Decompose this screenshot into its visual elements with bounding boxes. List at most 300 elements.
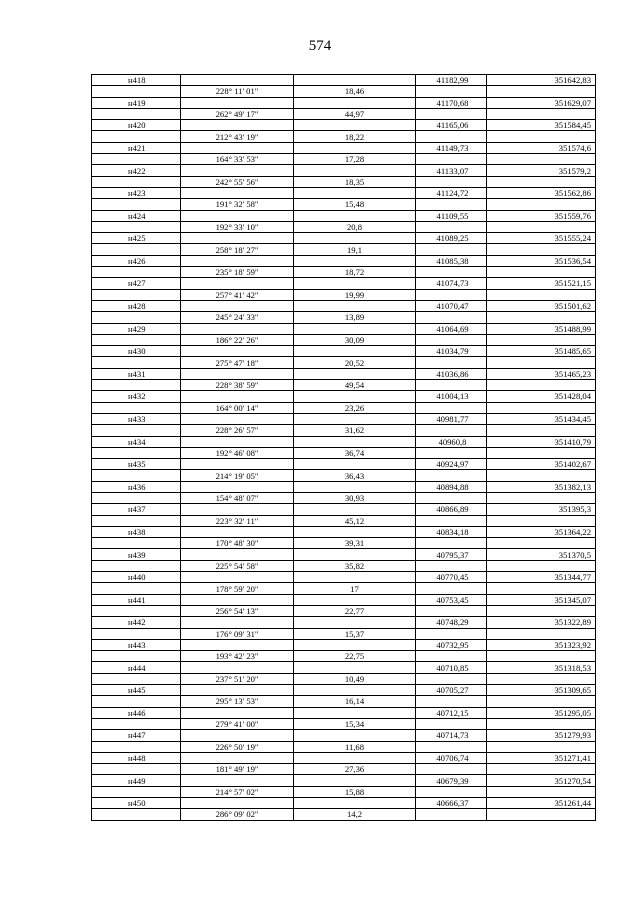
direction-angle: 186° 22' 26" <box>181 334 294 345</box>
empty-cell <box>294 165 416 176</box>
empty-cell <box>181 707 294 718</box>
point-row <box>92 707 596 718</box>
direction-angle: 275° 47' 18" <box>181 357 294 368</box>
empty-cell <box>487 131 596 142</box>
empty-cell <box>92 538 181 549</box>
empty-cell <box>92 560 181 571</box>
empty-cell <box>416 244 487 255</box>
empty-cell <box>416 492 487 503</box>
direction-angle: 295° 13' 53" <box>181 696 294 707</box>
empty-cell <box>92 492 181 503</box>
empty-cell <box>416 221 487 232</box>
coord-x: 40712,15 <box>416 707 487 718</box>
coord-x: 41070,47 <box>416 300 487 311</box>
coord-x: 40666,37 <box>416 798 487 809</box>
point-name: н450 <box>92 798 181 809</box>
direction-angle: 178° 59' 20" <box>181 583 294 594</box>
empty-cell <box>181 730 294 741</box>
segment-length: 20,8 <box>294 221 416 232</box>
coord-y: 351322,89 <box>487 617 596 628</box>
point-name: н449 <box>92 775 181 786</box>
empty-cell <box>487 809 596 820</box>
coord-x: 40770,45 <box>416 572 487 583</box>
coordinates-table-body <box>92 75 596 821</box>
coord-x: 41034,79 <box>416 346 487 357</box>
empty-cell <box>416 289 487 300</box>
coord-y: 351279,93 <box>487 730 596 741</box>
empty-cell <box>416 425 487 436</box>
coord-x: 41133,07 <box>416 165 487 176</box>
empty-cell <box>181 346 294 357</box>
empty-cell <box>92 741 181 752</box>
point-name: н420 <box>92 120 181 131</box>
segment-row <box>92 538 596 549</box>
segment-length: 22,75 <box>294 651 416 662</box>
direction-angle: 245° 24' 33" <box>181 312 294 323</box>
coord-x: 40732,95 <box>416 639 487 650</box>
segment-length: 15,37 <box>294 628 416 639</box>
coord-y: 351344,77 <box>487 572 596 583</box>
empty-cell <box>92 651 181 662</box>
direction-angle: 170° 48' 30" <box>181 538 294 549</box>
coord-y: 351295,05 <box>487 707 596 718</box>
point-name: н423 <box>92 187 181 198</box>
segment-row <box>92 673 596 684</box>
coord-y: 351261,44 <box>487 798 596 809</box>
empty-cell <box>92 470 181 481</box>
segment-length: 15,48 <box>294 199 416 210</box>
point-name: н443 <box>92 639 181 650</box>
empty-cell <box>181 549 294 560</box>
empty-cell <box>487 199 596 210</box>
empty-cell <box>487 764 596 775</box>
segment-length: 30,93 <box>294 492 416 503</box>
empty-cell <box>416 786 487 797</box>
empty-cell <box>181 572 294 583</box>
empty-cell <box>294 391 416 402</box>
empty-cell <box>416 267 487 278</box>
empty-cell <box>92 696 181 707</box>
point-row <box>92 662 596 673</box>
empty-cell <box>294 187 416 198</box>
empty-cell <box>416 470 487 481</box>
coord-y: 351642,83 <box>487 75 596 86</box>
segment-length: 18,72 <box>294 267 416 278</box>
point-name: н445 <box>92 685 181 696</box>
empty-cell <box>487 86 596 97</box>
point-name: н422 <box>92 165 181 176</box>
coordinates-table <box>91 74 596 821</box>
point-name: н432 <box>92 391 181 402</box>
point-name: н424 <box>92 210 181 221</box>
segment-length: 39,31 <box>294 538 416 549</box>
empty-cell <box>92 583 181 594</box>
direction-angle: 164° 33' 53" <box>181 154 294 165</box>
point-name: н440 <box>92 572 181 583</box>
empty-cell <box>487 176 596 187</box>
segment-length: 11,68 <box>294 741 416 752</box>
empty-cell <box>181 323 294 334</box>
point-name: н448 <box>92 752 181 763</box>
empty-cell <box>294 481 416 492</box>
segment-length: 13,89 <box>294 312 416 323</box>
point-row <box>92 617 596 628</box>
empty-cell <box>487 267 596 278</box>
empty-cell <box>416 583 487 594</box>
point-name: н446 <box>92 707 181 718</box>
segment-length: 19,99 <box>294 289 416 300</box>
empty-cell <box>416 538 487 549</box>
segment-row <box>92 312 596 323</box>
direction-angle: 181° 49' 19" <box>181 764 294 775</box>
empty-cell <box>294 752 416 763</box>
empty-cell <box>181 75 294 86</box>
segment-row <box>92 176 596 187</box>
coord-y: 351465,23 <box>487 368 596 379</box>
empty-cell <box>294 459 416 470</box>
point-row <box>92 142 596 153</box>
segment-row <box>92 628 596 639</box>
empty-cell <box>92 380 181 391</box>
segment-row <box>92 86 596 97</box>
segment-length: 10,49 <box>294 673 416 684</box>
segment-length: 14,2 <box>294 809 416 820</box>
empty-cell <box>294 346 416 357</box>
empty-cell <box>92 402 181 413</box>
point-row <box>92 210 596 221</box>
empty-cell <box>487 289 596 300</box>
direction-angle: 242° 55' 56" <box>181 176 294 187</box>
empty-cell <box>181 187 294 198</box>
empty-cell <box>181 142 294 153</box>
empty-cell <box>294 707 416 718</box>
empty-cell <box>92 86 181 97</box>
direction-angle: 214° 19' 05" <box>181 470 294 481</box>
empty-cell <box>487 154 596 165</box>
point-name: н421 <box>92 142 181 153</box>
segment-row <box>92 425 596 436</box>
segment-row <box>92 108 596 119</box>
segment-length: 20,52 <box>294 357 416 368</box>
segment-length: 18,35 <box>294 176 416 187</box>
point-name: н434 <box>92 436 181 447</box>
empty-cell <box>181 685 294 696</box>
empty-cell <box>487 470 596 481</box>
point-row <box>92 775 596 786</box>
coord-y: 351370,5 <box>487 549 596 560</box>
segment-row <box>92 515 596 526</box>
segment-row <box>92 357 596 368</box>
coord-y: 351364,22 <box>487 526 596 537</box>
empty-cell <box>181 594 294 605</box>
empty-cell <box>181 165 294 176</box>
point-row <box>92 594 596 605</box>
empty-cell <box>92 199 181 210</box>
empty-cell <box>294 368 416 379</box>
point-row <box>92 97 596 108</box>
empty-cell <box>181 504 294 515</box>
point-row <box>92 255 596 266</box>
empty-cell <box>294 504 416 515</box>
empty-cell <box>92 221 181 232</box>
empty-cell <box>181 255 294 266</box>
point-name: н433 <box>92 413 181 424</box>
coord-y: 351488,99 <box>487 323 596 334</box>
empty-cell <box>181 617 294 628</box>
empty-cell <box>487 673 596 684</box>
coord-x: 40748,29 <box>416 617 487 628</box>
empty-cell <box>487 334 596 345</box>
empty-cell <box>92 312 181 323</box>
coord-y: 351485,65 <box>487 346 596 357</box>
point-name: н430 <box>92 346 181 357</box>
point-row <box>92 75 596 86</box>
empty-cell <box>416 764 487 775</box>
segment-length: 35,82 <box>294 560 416 571</box>
empty-cell <box>416 86 487 97</box>
empty-cell <box>487 651 596 662</box>
coord-x: 41064,69 <box>416 323 487 334</box>
point-row <box>92 459 596 470</box>
segment-row <box>92 447 596 458</box>
coord-x: 40981,77 <box>416 413 487 424</box>
direction-angle: 262° 49' 17" <box>181 108 294 119</box>
coord-x: 40679,39 <box>416 775 487 786</box>
coord-y: 351579,2 <box>487 165 596 176</box>
empty-cell <box>92 447 181 458</box>
point-row <box>92 165 596 176</box>
point-name: н444 <box>92 662 181 673</box>
empty-cell <box>487 583 596 594</box>
empty-cell <box>181 97 294 108</box>
empty-cell <box>416 334 487 345</box>
direction-angle: 228° 38' 59" <box>181 380 294 391</box>
point-row <box>92 549 596 560</box>
empty-cell <box>416 515 487 526</box>
point-row <box>92 685 596 696</box>
empty-cell <box>92 267 181 278</box>
segment-row <box>92 809 596 820</box>
direction-angle: 286° 09' 02" <box>181 809 294 820</box>
empty-cell <box>181 639 294 650</box>
empty-cell <box>416 154 487 165</box>
empty-cell <box>294 662 416 673</box>
coord-x: 40710,85 <box>416 662 487 673</box>
empty-cell <box>92 154 181 165</box>
empty-cell <box>416 809 487 820</box>
empty-cell <box>294 685 416 696</box>
segment-row <box>92 380 596 391</box>
point-row <box>92 300 596 311</box>
direction-angle: 192° 46' 08" <box>181 447 294 458</box>
direction-angle: 191° 32' 58" <box>181 199 294 210</box>
empty-cell <box>181 436 294 447</box>
point-name: н426 <box>92 255 181 266</box>
empty-cell <box>92 809 181 820</box>
empty-cell <box>416 696 487 707</box>
point-row <box>92 120 596 131</box>
coord-x: 41089,25 <box>416 233 487 244</box>
empty-cell <box>92 673 181 684</box>
coord-x: 40960,8 <box>416 436 487 447</box>
segment-row <box>92 786 596 797</box>
empty-cell <box>294 730 416 741</box>
empty-cell <box>294 233 416 244</box>
segment-length: 36,74 <box>294 447 416 458</box>
coord-y: 351395,3 <box>487 504 596 515</box>
segment-row <box>92 154 596 165</box>
empty-cell <box>92 289 181 300</box>
empty-cell <box>294 572 416 583</box>
point-name: н429 <box>92 323 181 334</box>
direction-angle: 225° 54' 58" <box>181 560 294 571</box>
empty-cell <box>92 131 181 142</box>
empty-cell <box>294 120 416 131</box>
empty-cell <box>487 492 596 503</box>
empty-cell <box>92 628 181 639</box>
direction-angle: 258° 18' 27" <box>181 244 294 255</box>
point-row <box>92 730 596 741</box>
direction-angle: 256° 54' 13" <box>181 605 294 616</box>
point-row <box>92 526 596 537</box>
empty-cell <box>487 786 596 797</box>
direction-angle: 257° 41' 42" <box>181 289 294 300</box>
coord-x: 40705,27 <box>416 685 487 696</box>
empty-cell <box>416 560 487 571</box>
empty-cell <box>487 380 596 391</box>
direction-angle: 214° 57' 02" <box>181 786 294 797</box>
direction-angle: 237° 51' 20" <box>181 673 294 684</box>
empty-cell <box>181 391 294 402</box>
coord-y: 351584,45 <box>487 120 596 131</box>
empty-cell <box>294 255 416 266</box>
coord-x: 41149,73 <box>416 142 487 153</box>
coord-y: 351521,15 <box>487 278 596 289</box>
point-row <box>92 368 596 379</box>
empty-cell <box>487 538 596 549</box>
segment-row <box>92 718 596 729</box>
empty-cell <box>92 244 181 255</box>
empty-cell <box>294 436 416 447</box>
coord-x: 40866,89 <box>416 504 487 515</box>
empty-cell <box>181 300 294 311</box>
segment-length: 30,09 <box>294 334 416 345</box>
segment-length: 18,46 <box>294 86 416 97</box>
empty-cell <box>416 199 487 210</box>
segment-length: 31,62 <box>294 425 416 436</box>
point-name: н439 <box>92 549 181 560</box>
segment-length: 49,54 <box>294 380 416 391</box>
empty-cell <box>416 131 487 142</box>
segment-row <box>92 470 596 481</box>
empty-cell <box>92 334 181 345</box>
point-name: н437 <box>92 504 181 515</box>
point-row <box>92 481 596 492</box>
point-name: н418 <box>92 75 181 86</box>
direction-angle: 223° 32' 11" <box>181 515 294 526</box>
empty-cell <box>294 526 416 537</box>
direction-angle: 154° 48' 07" <box>181 492 294 503</box>
segment-row <box>92 651 596 662</box>
empty-cell <box>92 718 181 729</box>
direction-angle: 164° 00' 14" <box>181 402 294 413</box>
empty-cell <box>416 651 487 662</box>
empty-cell <box>294 549 416 560</box>
direction-angle: 192° 33' 10" <box>181 221 294 232</box>
page-number: 574 <box>308 38 332 54</box>
coord-x: 41170,68 <box>416 97 487 108</box>
empty-cell <box>487 108 596 119</box>
empty-cell <box>92 786 181 797</box>
direction-angle: 226° 50' 19" <box>181 741 294 752</box>
coord-y: 351574,6 <box>487 142 596 153</box>
empty-cell <box>181 210 294 221</box>
empty-cell <box>181 481 294 492</box>
direction-angle: 228° 11' 01" <box>181 86 294 97</box>
segment-length: 19,1 <box>294 244 416 255</box>
segment-row <box>92 402 596 413</box>
empty-cell <box>181 662 294 673</box>
coord-y: 351428,04 <box>487 391 596 402</box>
empty-cell <box>294 300 416 311</box>
segment-row <box>92 221 596 232</box>
empty-cell <box>294 278 416 289</box>
point-row <box>92 323 596 334</box>
segment-length: 17,28 <box>294 154 416 165</box>
segment-row <box>92 696 596 707</box>
coord-x: 41074,73 <box>416 278 487 289</box>
segment-row <box>92 492 596 503</box>
coord-x: 40924,97 <box>416 459 487 470</box>
empty-cell <box>487 628 596 639</box>
empty-cell <box>487 605 596 616</box>
coord-x: 41004,13 <box>416 391 487 402</box>
segment-row <box>92 560 596 571</box>
direction-angle: 279° 41' 00" <box>181 718 294 729</box>
segment-row <box>92 605 596 616</box>
empty-cell <box>487 560 596 571</box>
coord-x: 40894,88 <box>416 481 487 492</box>
coord-y: 351318,53 <box>487 662 596 673</box>
empty-cell <box>416 741 487 752</box>
empty-cell <box>416 605 487 616</box>
empty-cell <box>92 425 181 436</box>
coord-y: 351271,41 <box>487 752 596 763</box>
coord-y: 351434,45 <box>487 413 596 424</box>
empty-cell <box>416 176 487 187</box>
empty-cell <box>294 775 416 786</box>
direction-angle: 193° 42' 23" <box>181 651 294 662</box>
segment-row <box>92 289 596 300</box>
coord-x: 41182,99 <box>416 75 487 86</box>
point-name: н425 <box>92 233 181 244</box>
coord-x: 40753,45 <box>416 594 487 605</box>
point-row <box>92 798 596 809</box>
point-row <box>92 233 596 244</box>
segment-length: 45,12 <box>294 515 416 526</box>
point-row <box>92 187 596 198</box>
segment-row <box>92 244 596 255</box>
direction-angle: 176° 09' 31" <box>181 628 294 639</box>
point-row <box>92 413 596 424</box>
point-name: н436 <box>92 481 181 492</box>
point-name: н431 <box>92 368 181 379</box>
empty-cell <box>92 357 181 368</box>
coord-x: 41124,72 <box>416 187 487 198</box>
segment-row <box>92 764 596 775</box>
segment-length: 27,36 <box>294 764 416 775</box>
empty-cell <box>294 413 416 424</box>
